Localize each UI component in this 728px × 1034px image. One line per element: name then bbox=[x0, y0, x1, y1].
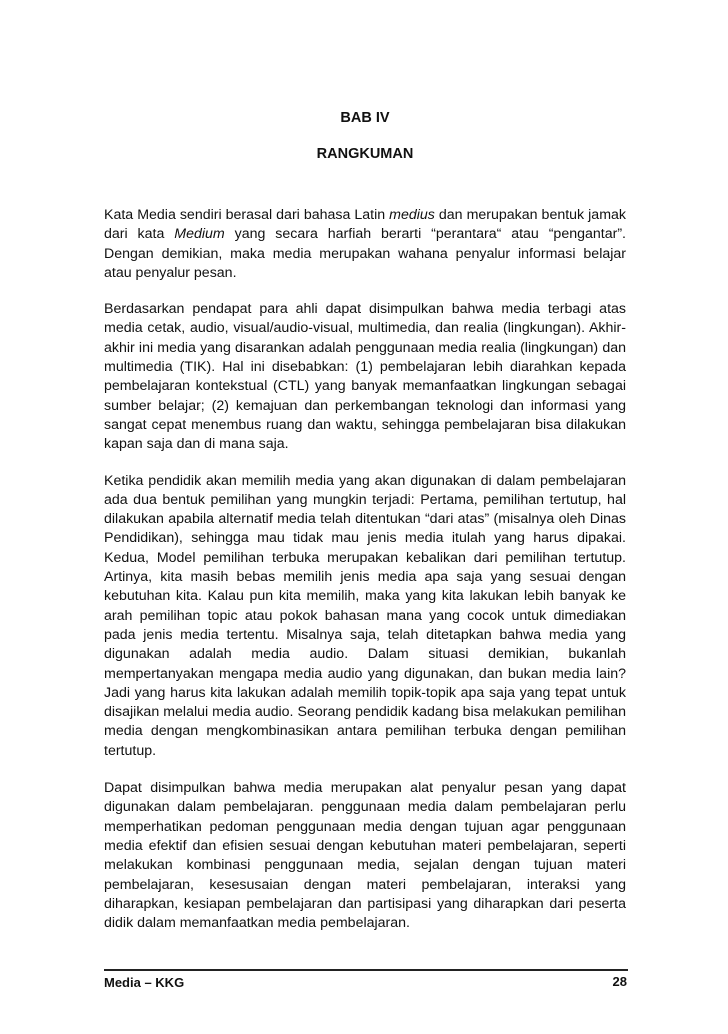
paragraph-media-selection: Ketika pendidik akan memilih media yang akan digunakan di dalam pembelajaran ada dua bentuk pemilihan yang mungkin terjadi: Pertama, pemilihan tertutup, hal dilakukan apabila alternatif media telah ditentukan “dari atas” (misalnya oleh Dinas Pendidikan), sehingga mau tidak mau jenis media itulah yang harus dipakai. Kedua, Model pemilihan terbuka merupakan kebalikan dari pemilihan tertutup. Artinya, kita masih bebas memilih jenis media apa saja yang sesuai dengan kebutuhan kita. Kalau pun kita memilih, maka yang kita lakukan lebih banyak ke arah pemilihan topic atau pokok bahasan mana yang cocok untuk dimediakan pada jenis media tertentu. Misalnya saja, telah ditetapkan bahwa media yang digunakan adalah media audio. Dalam situasi demikian, bukanlah mempertanyakan mengapa media audio yang digunakan, dan bukan media lain? Jadi yang harus kita lakukan adalah memilih topik-topik apa saja yang tepat untuk disajikan melalui media audio. Seorang pendidik kadang bisa melakukan pemilihan media dengan mengkombinasikan antara pemilihan terbuka dengan pemilihan tertutup. bbox=[104, 472, 626, 759]
italic-term-medius: medius bbox=[389, 207, 435, 223]
chapter-number: BAB IV bbox=[340, 110, 390, 126]
italic-term-medium: Medium bbox=[174, 226, 225, 243]
document-body bbox=[104, 206, 626, 949]
footer-divider bbox=[104, 969, 628, 971]
paragraph-media-types: Berdasarkan pendapat para ahli dapat disimpulkan bahwa media terbagi atas media cetak, audio, visual/audio-visual, multimedia, dan realia (lingkungan). Akhir-akhir ini media yang disarankan adalah penggunaan media realia (lingkungan) dan multimedia (TIK). Hal ini disebabkan: (1) pembelajaran lebih diarahkan kepada pembelajaran kontekstual (CTL) yang banyak memanfaatkan lingkungan sebagai sumber belajar; (2) kemajuan dan perkembangan teknologi dan informasi yang sangat cepat menembus ruang dan waktu, sehingga pembelajaran bisa dilakukan kapan saja dan di mana saja. bbox=[104, 301, 626, 453]
footer-title: Media – KKG bbox=[104, 975, 185, 990]
paragraph-text: Kata Media sendiri berasal dari bahasa Latin bbox=[104, 207, 390, 223]
chapter-title: RANGKUMAN bbox=[316, 146, 414, 162]
paragraph-text: dan merupakan bentuk jamak dari kata bbox=[104, 207, 626, 243]
paragraph-conclusion: Dapat disimpulkan bahwa media merupakan alat penyalur pesan yang dapat digunakan dalam pembelajaran. penggunaan media dalam pembelajaran perlu memperhatikan pedoman penggunaan media dengan tujuan agar penggunaan media efektif dan efisien sesuai dengan kebutuhan materi pembelajaran, seperti melakukan kombinasi penggunaan media, sejalan dengan tujuan materi pembelajaran, kesesusaian dengan materi pembelajaran, interaksi yang diharapkan, kesiapan pembelajaran dan partisipasi yang diharapkan dari peserta didik dalam memanfaatkan media pembelajaran. bbox=[104, 780, 626, 932]
paragraph-text: yang secara harfiah berarti “perantara“ atau “pengantar”. Dengan demikian, maka media merupakan wahana penyalur informasi belajar atau penyalur pesan. bbox=[104, 226, 627, 281]
paragraph-definition bbox=[104, 206, 626, 283]
page-number: 28 bbox=[612, 974, 627, 989]
